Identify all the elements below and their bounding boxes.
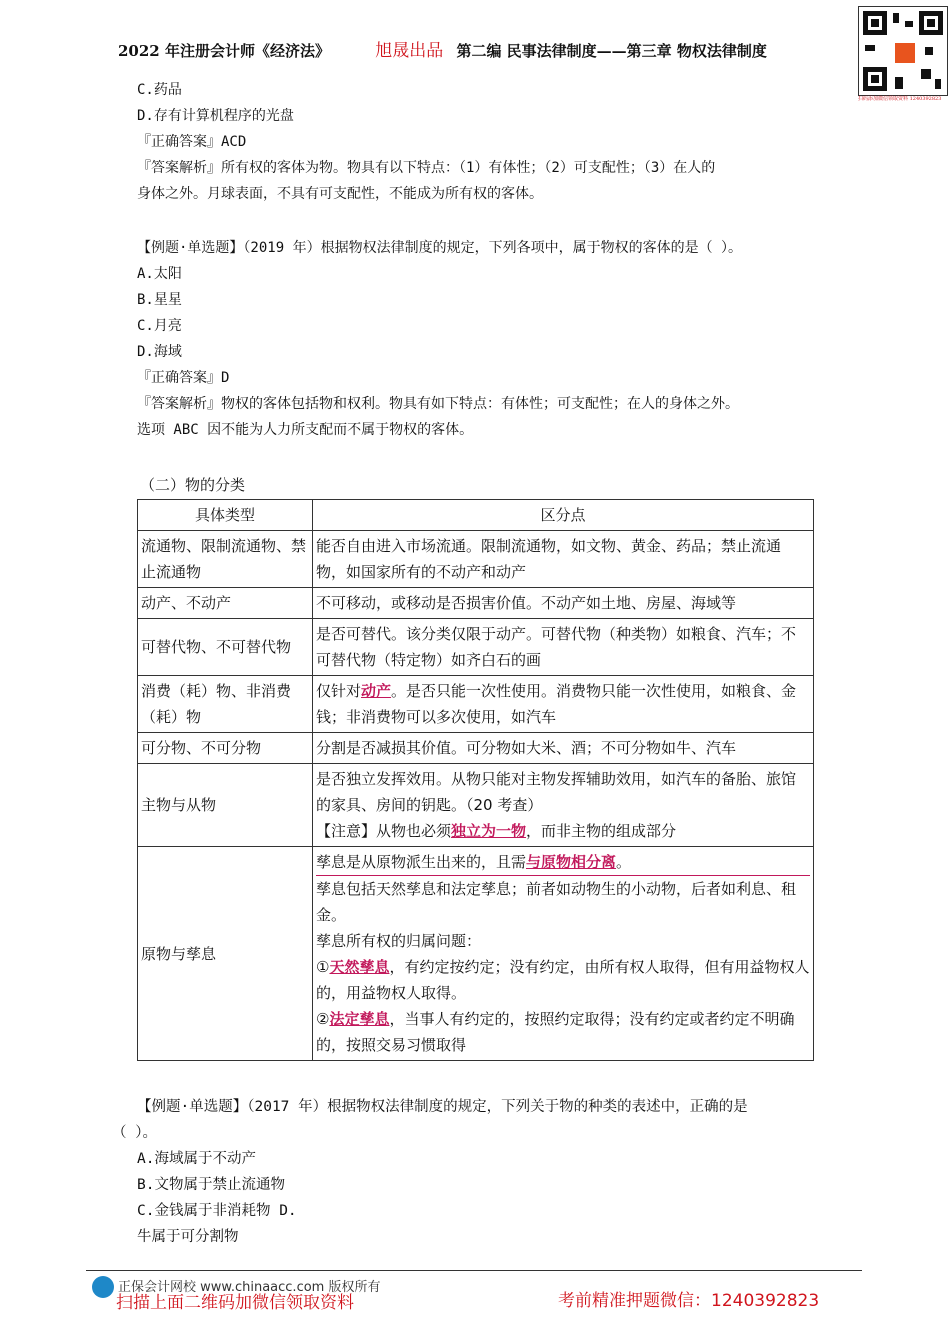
footer-promo-left: 扫描上面二维码加微信领取资料 xyxy=(116,1293,354,1313)
question-2017-options xyxy=(137,1146,297,1250)
type-cell: 消费（耗）物、非消费（耗）物 xyxy=(138,676,313,733)
header-type: 具体类型 xyxy=(138,500,313,531)
question-stem: 【例题·单选题】（2019 年）根据物权法律制度的规定，下列各项中，属于物权的客体的是（ ）。 xyxy=(137,240,742,256)
correct-answer: 『正确答案』D xyxy=(137,370,230,386)
option-a: A.海域属于不动产 xyxy=(137,1151,256,1167)
footer-divider xyxy=(86,1270,862,1271)
classification-table xyxy=(137,499,814,1061)
section-title: （二）物的分类 xyxy=(140,476,246,494)
option-d: D.存有计算机程序的光盘 xyxy=(137,108,294,124)
type-cell: 主物与从物 xyxy=(138,764,313,847)
table-row xyxy=(138,531,814,588)
analysis-line-1: 『答案解析』所有权的客体为物。物具有以下特点：（1）有体性；（2）可支配性；（3）在人的 xyxy=(137,160,716,176)
highlight-term: 天然孳息 xyxy=(329,958,390,976)
page-header xyxy=(118,36,767,61)
desc-cell: 不可移动，或移动是否损害价值。不动产如土地、房屋、海域等 xyxy=(313,588,814,619)
highlight-term: 与原物相分离 xyxy=(526,853,617,871)
question-stem-cont: （ ）。 xyxy=(112,1125,157,1141)
type-cell: 可替代物、不可替代物 xyxy=(138,619,313,676)
type-cell: 动产、不动产 xyxy=(138,588,313,619)
qr-code xyxy=(858,6,948,96)
analysis-line-2: 身体之外。月球表面，不具有可支配性，不能成为所有权的客体。 xyxy=(137,186,543,202)
desc-cell: 是否独立发挥效用。从物只能对主物发挥辅助效用，如汽车的备胎、旅馆的家具、房间的钥匙。（20 考查） 【注意】从物也必须独立为一物，而非主物的组成部分 xyxy=(313,764,814,847)
type-cell: 流通物、限制流通物、禁止流通物 xyxy=(138,531,313,588)
option-a: A.太阳 xyxy=(137,266,182,282)
question-block-2017 xyxy=(112,1094,748,1146)
desc-cell: 分割是否减损其价值。可分物如大米、酒；不可分物如牛、汽车 xyxy=(313,733,814,764)
analysis-line-1: 『答案解析』物权的客体包括物和权利。物具有如下特点：有体性；可支配性；在人的身体之外。 xyxy=(137,396,739,412)
analysis-line-2: 选项 ABC 因不能为人力所支配而不属于物权的客体。 xyxy=(137,422,474,438)
highlight-term: 独立为一物 xyxy=(451,822,527,840)
desc-cell: 能否自由进入市场流通。限制流通物，如文物、黄金、药品；禁止流通物，如国家所有的不动产和动产 xyxy=(313,531,814,588)
header-distinction: 区分点 xyxy=(313,500,814,531)
option-d: D.海域 xyxy=(137,344,182,360)
option-d: 牛属于可分割物 xyxy=(137,1229,239,1245)
footer-promo-right: 考前精准押题微信：1240392823 xyxy=(558,1291,820,1311)
logo-icon xyxy=(92,1276,114,1298)
question-block-2019 xyxy=(137,235,742,443)
type-cell: 原物与孳息 xyxy=(138,847,313,1061)
correct-answer: 『正确答案』ACD xyxy=(137,134,247,150)
table-row xyxy=(138,588,814,619)
brand-mark: 旭晟出品 xyxy=(375,41,444,61)
answer-block-1 xyxy=(137,77,715,207)
option-c: C.金钱属于非消耗物 D. xyxy=(137,1203,297,1219)
table-header-row xyxy=(138,500,814,531)
table-row xyxy=(138,847,814,1061)
option-c: C.月亮 xyxy=(137,318,182,334)
table-row xyxy=(138,733,814,764)
desc-cell: 孳息是从原物派生出来的，且需与原物相分离。 孳息包括天然孳息和法定孳息；前者如动物生的小动物，后者如利息、租金。 孳息所有权的归属问题： ①天然孳息，有约定按约定；没有约定，由所有权人取得，但有用益物权人的，用益物权人取得。 ②法定孳息，当事人有约定的，按照约定取得；没有约定或者约定不明确的，按照交易习惯取得 xyxy=(313,847,814,1061)
header-left: 2022 年注册会计师《经济法》 xyxy=(118,42,330,60)
table-row xyxy=(138,676,814,733)
table-row xyxy=(138,764,814,847)
highlight-term: 法定孳息 xyxy=(329,1010,390,1028)
desc-cell: 仅针对动产。是否只能一次性使用。消费物只能一次性使用，如粮食、金钱；非消费物可以多次使用，如汽车 xyxy=(313,676,814,733)
type-cell: 可分物、不可分物 xyxy=(138,733,313,764)
header-right: 第二编 民事法律制度——第三章 物权法律制度 xyxy=(456,42,767,60)
qr-note: 扫码添加微信领取资料 1240392823 xyxy=(858,96,942,102)
footer-copyright: 正保会计网校 www.chinaacc.com 版权所有 xyxy=(118,1280,381,1295)
table-row xyxy=(138,619,814,676)
option-c: C.药品 xyxy=(137,82,182,98)
question-stem: 【例题·单选题】（2017 年）根据物权法律制度的规定，下列关于物的种类的表述中，正确的是 xyxy=(137,1099,748,1115)
qr-logo-icon xyxy=(893,41,917,65)
option-b: B.文物属于禁止流通物 xyxy=(137,1177,285,1193)
option-b: B.星星 xyxy=(137,292,182,308)
highlight-term: 动产 xyxy=(361,682,392,700)
desc-cell: 是否可替代。该分类仅限于动产。可替代物（种类物）如粮食、汽车；不可替代物（特定物）如齐白石的画 xyxy=(313,619,814,676)
